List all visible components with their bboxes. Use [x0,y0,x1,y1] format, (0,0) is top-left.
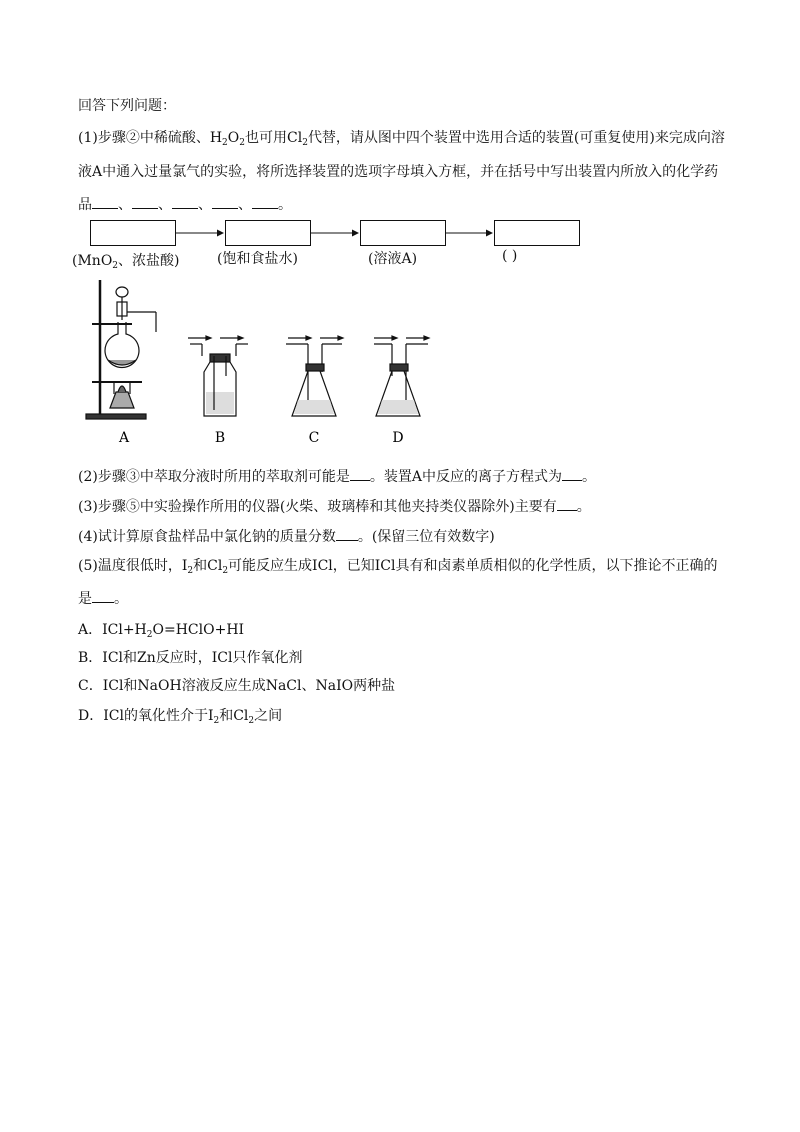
q1-text: 也可用Cl [245,130,303,146]
subscript: 2 [146,630,153,640]
subscript: 2 [302,138,308,148]
answer-blank[interactable] [336,526,358,541]
period: 。 [576,499,591,515]
apparatus-c-drawing [286,336,343,416]
separator: 、 [158,197,172,213]
q4-text: 。(保留三位有效数字) [357,529,495,545]
answer-blank[interactable] [557,496,577,511]
separator: 、 [238,197,252,213]
q1-text: (1)步骤②中稀硫酸、H [78,130,223,146]
q3-line [78,496,591,517]
option-text: O=HClO+HI [152,622,245,638]
subscript: 2 [187,566,194,576]
q2-text: (2)步骤③中萃取分液时所用的萃取剂可能是 [78,469,350,485]
q4-text: (4)试计算原食盐样品中氯化钠的质量分数 [78,529,336,545]
box2-label: (饱和食盐水) [217,251,298,267]
q1-text: 品 [78,197,92,213]
intro-text: 回答下列问题： [78,98,176,114]
q5-line1 [78,556,717,581]
box4-label: ( ) [502,248,518,264]
separator: 、 [118,197,132,213]
option-text: A．ICl+H [78,622,147,638]
q1-text: 代替，请从图中四个装置中选用合适的装置(可重复使用)来完成向溶 [307,130,725,146]
q1-line3 [78,194,292,215]
subscript: 2 [222,566,229,576]
answer-blank[interactable] [252,194,278,209]
option-text: 和Cl [219,708,249,724]
period: 。 [581,469,596,485]
subscript: 2 [213,716,220,726]
option-b[interactable]: B．ICl和Zn反应时，ICl只作氧化剂 [78,650,303,666]
answer-blank[interactable] [132,194,158,209]
answer-blank[interactable] [172,194,198,209]
answer-blank[interactable] [562,466,582,481]
q2-text: 。装置A中反应的离子方程式为 [369,469,562,485]
q5-line2 [78,588,128,609]
period: 。 [278,197,292,213]
subscript: 2 [248,716,255,726]
option-d[interactable] [78,706,282,731]
apparatus-drawings [70,276,450,451]
q1-text: O [227,130,240,146]
period: 。 [114,591,128,607]
apparatus-a-drawing [86,280,156,419]
q5-text: 是 [78,591,92,607]
box1-label: (MnO$_2$、浓盐酸) [72,253,180,271]
apparatus-d-drawing [374,336,429,416]
q5-text: 和Cl [193,558,223,574]
apparatus-b-drawing [188,336,248,416]
separator: 、 [198,197,212,213]
box3-label: (溶液A) [368,251,418,267]
apparatus-label-b: B [214,430,226,446]
q5-text: (5)温度很低时，I [78,558,188,574]
apparatus-label-d: D [392,430,404,446]
q1-line1 [78,128,725,153]
q1-line2: 液A中通入过量氯气的实验，将所选择装置的选项字母填入方框，并在括号中写出装置内所放入的化学药 [78,164,719,180]
subscript: 2 [222,138,228,148]
q3-text: (3)步骤⑤中实验操作所用的仪器(火柴、玻璃棒和其他夹持类仪器除外)主要有 [78,499,557,515]
answer-blank[interactable] [350,466,370,481]
option-c[interactable]: C．ICl和NaOH溶液反应生成NaCl、NaIO两种盐 [78,678,396,694]
answer-blank[interactable] [92,588,114,603]
apparatus-figure [70,276,450,455]
q2-line [78,466,596,487]
answer-blank[interactable] [212,194,238,209]
option-text: 之间 [254,708,283,724]
apparatus-label-a: A [118,430,130,446]
apparatus-label-c: C [308,430,320,446]
answer-blank[interactable] [92,194,118,209]
q5-text: 可能反应生成ICl，已知ICl具有和卤素单质相似的化学性质，以下推论不正确的 [228,558,718,574]
option-a[interactable] [78,620,244,645]
subscript: 2 [239,138,245,148]
q4-line [78,526,495,547]
option-text: D．ICl的氧化性介于I [78,708,214,724]
